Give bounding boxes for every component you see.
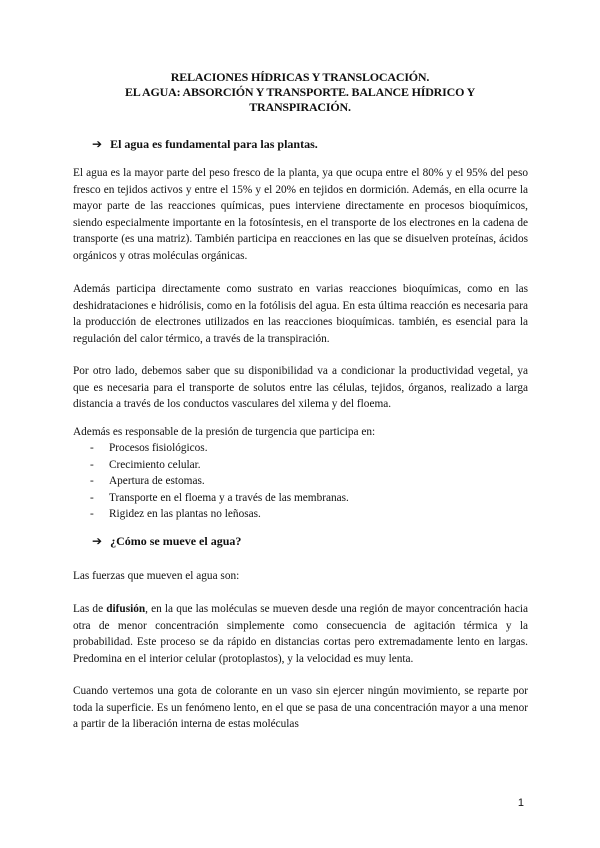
paragraph-dye-example: Cuando vertemos una gota de colorante en un vaso sin ejercer ningún movimiento, se reparte por toda la superficie. Es un fenómeno lento, en el que se pasa de una concentración mayor a una menor a partir de la liberación interna de estas moléculas <box>73 685 528 731</box>
list-dash: - <box>90 491 94 504</box>
document-title <box>72 70 528 115</box>
list-dash: - <box>90 508 94 521</box>
section-heading-text: ¿Cómo se mueve el agua? <box>110 534 242 548</box>
list-item: - Procesos fisiológicos. <box>90 440 349 457</box>
list-item: - Transporte en el floema y a través de las membranas. <box>90 490 349 507</box>
list-dash: - <box>90 475 94 488</box>
paragraph-water-weight: El agua es la mayor parte del peso fresco de la planta, ya que ocupa entre el 80% y el 95% del peso fresco en tejidos activos y entre el 15% y el 20% en tejidos en dormición. Además, en ella ocurre la mayor parte de las reacciones químicas, pues interviene directamente en procesos bioquímicos, siendo especialmente importante en la fotosíntesis, en el transporte de los electrones en la cadena de transporte (es una matriz). También participa en reacciones en las que se disuelven proteínas, ácidos orgánicos y otras moléculas orgánicas. <box>73 167 528 262</box>
paragraph-diffusion: Las de difusión, en la que las moléculas se mueven desde una región de mayor concentración hacia otra de menor concentración simplemente como consecuencia de agitación térmica y la probabilidad. Este proceso se da rápido en distancias cortas pero extremadamente lento en largas. Predomina en el interior celular (protoplastos), y la velocidad es muy lenta. <box>73 603 529 665</box>
title-line-3: TRANSPIRACIÓN. <box>249 100 351 114</box>
turgor-list <box>90 440 349 523</box>
title-line-1: RELACIONES HÍDRICAS Y TRANSLOCACIÓN. <box>170 70 430 84</box>
section-heading-water-movement <box>92 533 241 549</box>
list-item: - Rigidez en las plantas no leñosas. <box>90 506 349 523</box>
list-item: - Apertura de estomas. <box>90 473 349 490</box>
list-item: - Crecimiento celular. <box>90 457 349 474</box>
arrow-right-icon: ➔ <box>92 534 103 548</box>
term-diffusion: difusión <box>106 603 146 615</box>
paragraph-turgor-intro: Además es responsable de la presión de turgencia que participa en: <box>73 426 376 438</box>
paragraph-forces: Las fuerzas que mueven el agua son: <box>73 570 240 582</box>
list-dash: - <box>90 442 94 454</box>
section-heading-water-fundamental <box>92 136 318 152</box>
page-number: 1 <box>517 797 524 809</box>
paragraph-substrate: Además participa directamente como sustrato en varias reacciones bioquímicas, como en las deshidrataciones e hidrólisis, como en la fotólisis del agua. En esta última reacción es necesaria para la producción de electrones utilizados en las reacciones bioquímicas. también, es esencial para la regulación del calor térmico, a través de la transpiración. <box>73 283 528 345</box>
title-line-2: EL AGUA: ABSORCIÓN Y TRANSPORTE. BALANCE HÍDRICO Y <box>124 85 476 99</box>
paragraph-availability: Por otro lado, debemos saber que su disponibilidad va a condicionar la productividad vegetal, ya que es necesaria para el transporte de solutos entre las células, tejidos, órganos, realizado a larga distancia a través de los conductos vasculares del xilema y del floema. <box>73 365 528 411</box>
section-heading-text: El agua es fundamental para las plantas. <box>110 137 318 151</box>
arrow-right-icon: ➔ <box>92 137 103 151</box>
list-dash: - <box>90 458 94 471</box>
